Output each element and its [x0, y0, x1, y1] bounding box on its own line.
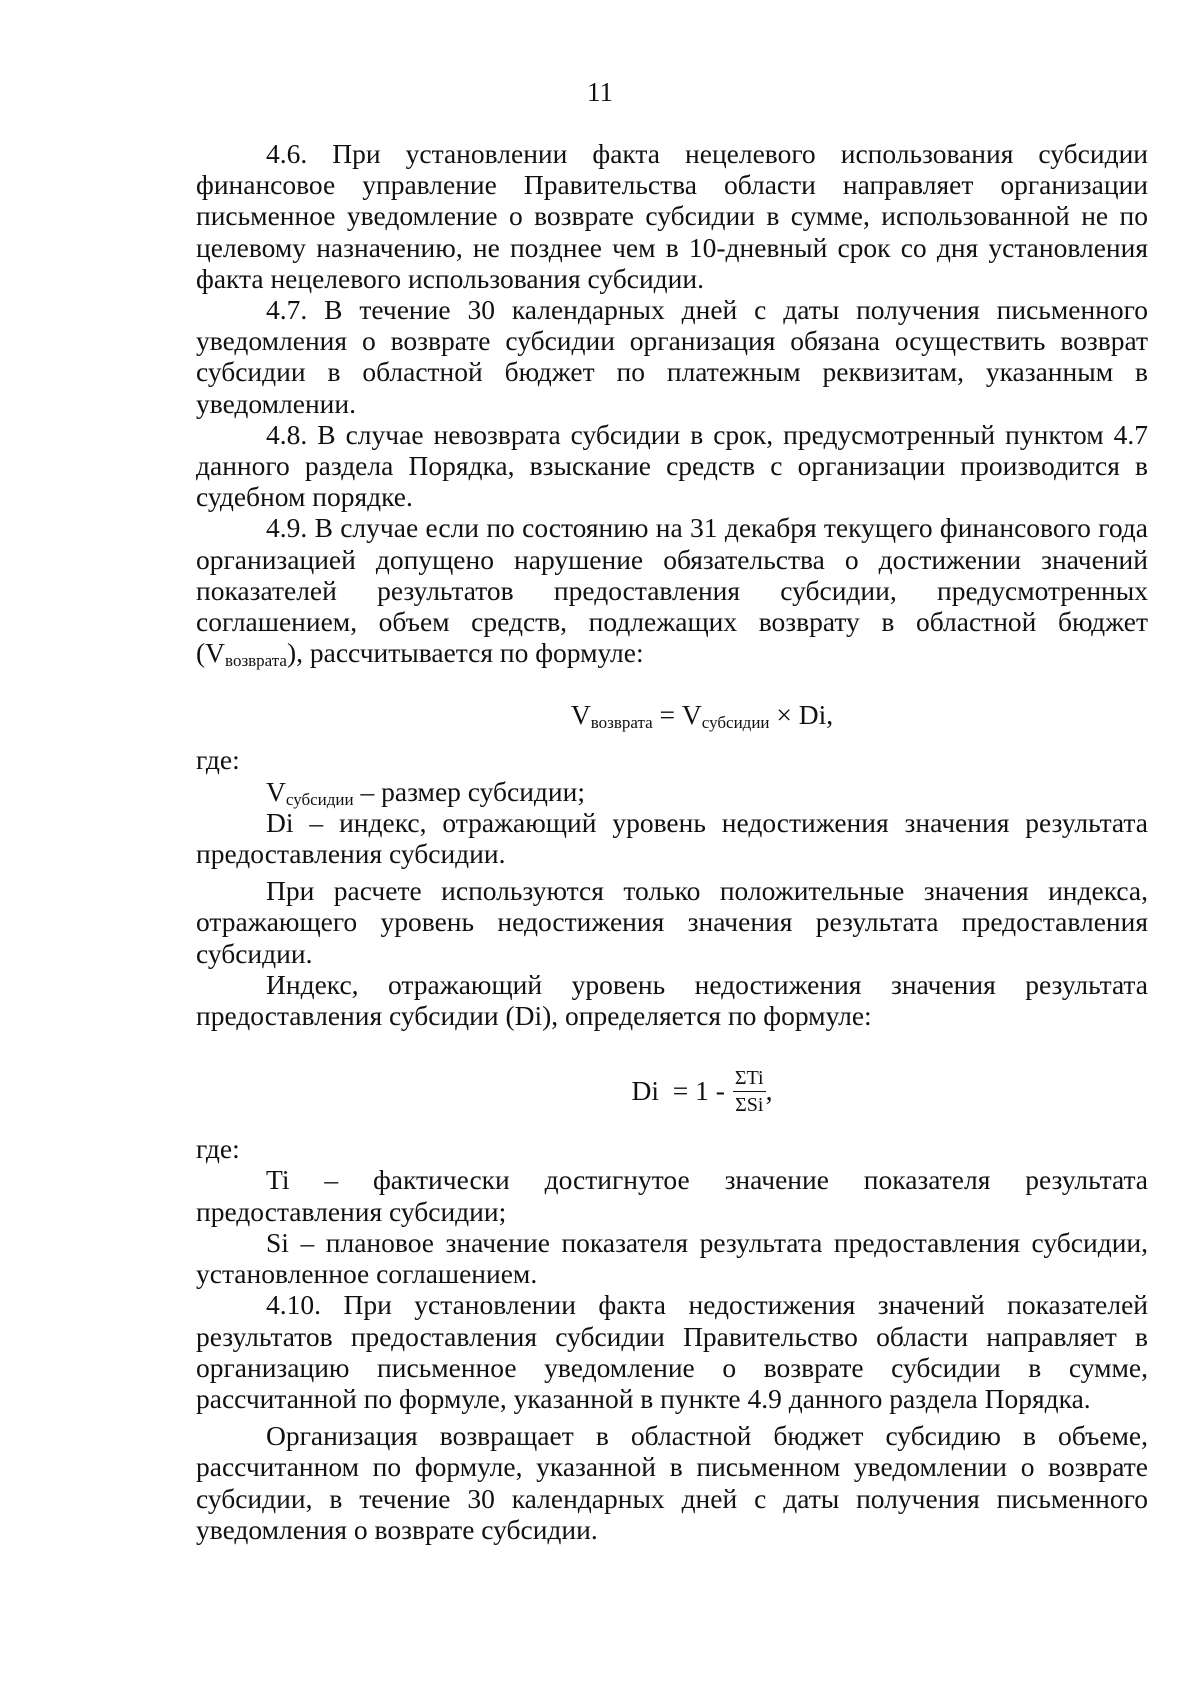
paragraph-4-10: 4.10. При установлении факта недостижения значений показателей результатов предоставления субсидии Правительство области направляет в организацию письменное уведомление о возврате субсидии в сумме, рассчитанной по формуле, указанной в пункте 4.9 данного раздела Порядка. [196, 1289, 1148, 1414]
paragraph-4-6: 4.6. При установлении факта нецелевого использования субсидии финансовое управление Правительства области направляет организации письменное уведомление о возврате субсидии в сумме, использованной не по целевому назначению, не позднее чем в 10-дневный срок со дня установления факта нецелевого использования субсидии. [196, 138, 1148, 294]
where-label-1: где: [196, 744, 240, 776]
formula-index-di [196, 1055, 1148, 1127]
paragraph-index: Индекс, отражающий уровень недостижения значения результата предоставления субсидии (Di), определяется по формуле: [196, 968, 1148, 1032]
formula-refund-volume [196, 694, 1148, 736]
formula1-sub-subsidy: субсидии [701, 713, 770, 733]
definition-v-subsidy [196, 776, 1148, 807]
formula1-v: V [570, 699, 591, 731]
formula2-denominator: ΣSi [735, 1093, 764, 1116]
paragraph-4-9-tail: ), рассчитывается по формуле: [286, 637, 644, 669]
paragraph-return: Организация возвращает в областной бюджет субсидию в объеме, рассчитанном по формуле, указанной в письменном уведомлении о возврате субсидии, в течение 30 календарных дней с даты получения письменного уведомления о возврате субсидии. [196, 1420, 1148, 1545]
paragraph-4-9-subscript: возврата [225, 651, 287, 671]
document-body [196, 138, 1148, 1545]
definition-di: Di – индекс, отражающий уровень недостижения значения результата предоставления субсидии. [196, 806, 1148, 870]
paragraph-positive-values: При расчете используются только положительные значения индекса, отражающего уровень недостижения значения результата предоставления субсидии. [196, 875, 1148, 969]
definition-v-subscript: субсидии [285, 789, 354, 809]
paragraph-4-7: 4.7. В течение 30 календарных дней с даты получения письменного уведомления о возврате субсидии организация обязана осуществить возврат субсидии в областной бюджет по платежным реквизитам, указанным в уведомлении. [196, 294, 1148, 419]
formula2-tail: , [765, 1075, 773, 1107]
formula2-fraction [733, 1066, 766, 1117]
paragraph-4-9-text: 4.9. В случае если по состоянию на 31 декабря текущего финансового года организацией допущено нарушение обязательства о достижении значений показателей результатов предоставления субсидии, предусмотренных соглашением, объем средств, подлежащих возврату в областной бюджет (V [196, 512, 1148, 669]
definition-v-letter: V [266, 775, 286, 807]
formula1-tail: × Di, [769, 699, 834, 731]
paragraph-4-8: 4.8. В случае невозврата субсидии в срок, предусмотренный пунктом 4.7 данного раздела Порядка, взыскание средств с организации производится в судебном порядке. [196, 418, 1148, 513]
where-label-2: где: [196, 1133, 240, 1165]
formula2-lhs: Di = 1 - [631, 1075, 725, 1107]
definition-ti: Ti – фактически достигнутое значение показателя результата предоставления субсидии; [196, 1164, 1148, 1227]
formula1-equals: = V [652, 699, 702, 731]
formula1-sub-refund: возврата [590, 713, 653, 733]
formula2-numerator: ΣTi [734, 1066, 764, 1089]
page-number: 11 [587, 77, 613, 107]
paragraph-4-9 [196, 512, 1148, 671]
definition-v-text: – размер субсидии; [353, 775, 585, 807]
definition-si: Si – плановое значение показателя результата предоставления субсидии, установленное соглашением. [196, 1226, 1148, 1290]
